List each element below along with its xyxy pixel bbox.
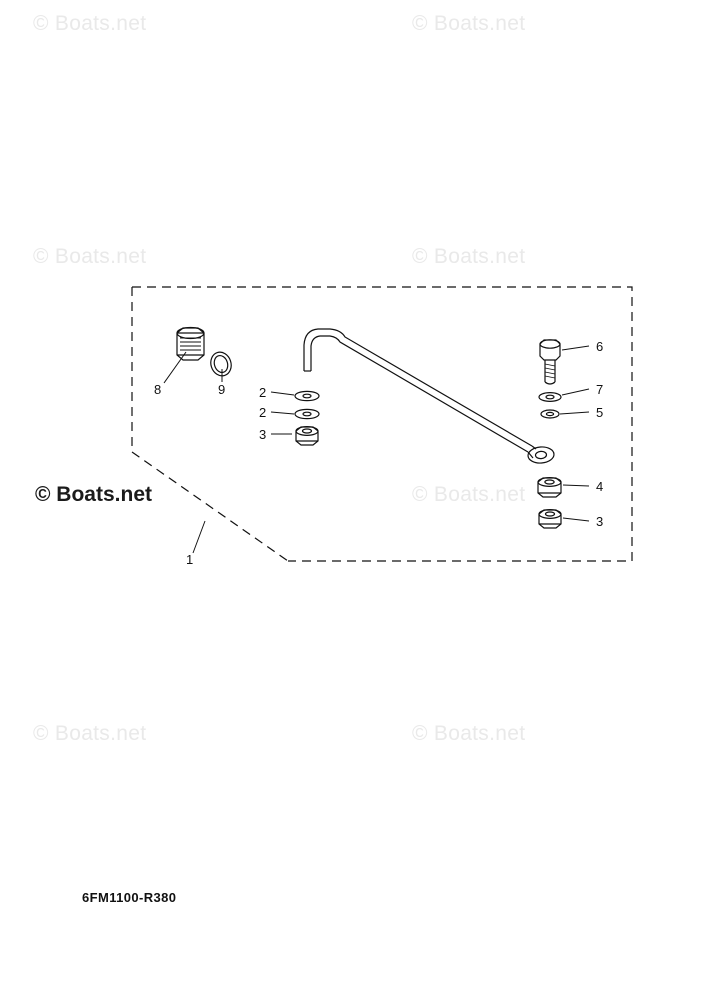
callout-2-lower: 2	[259, 405, 267, 420]
leader-7	[562, 389, 589, 395]
callout-3-right: 3	[596, 514, 604, 529]
callout-4: 4	[596, 479, 604, 494]
part-2-washer-lower	[295, 409, 319, 418]
part-6-bolt	[540, 340, 560, 384]
watermark: © Boats.net	[412, 722, 526, 745]
callout-2-upper: 2	[259, 385, 267, 400]
leader-2a	[271, 392, 294, 395]
watermark: © Boats.net	[33, 722, 147, 745]
leader-8	[164, 352, 186, 383]
watermark: © Boats.net	[33, 12, 147, 35]
leader-5	[560, 412, 589, 414]
drag-link-rod	[304, 329, 555, 464]
watermark: © Boats.net	[33, 245, 147, 268]
callout-6: 6	[596, 339, 604, 354]
assembly-boundary	[132, 287, 632, 561]
leader-6	[562, 346, 589, 350]
callout-leader-lines	[164, 346, 589, 553]
part-5-washer	[541, 410, 559, 418]
leader-3b	[563, 518, 589, 521]
part-code-label: 6FM1100-R380	[82, 890, 177, 905]
part-4-nut	[538, 478, 561, 497]
part-7-washer	[539, 393, 561, 402]
part-8-nut	[177, 328, 204, 361]
callout-3-left: 3	[259, 427, 267, 442]
part-9-oring	[208, 349, 234, 378]
watermark-primary: © Boats.net	[35, 483, 152, 506]
leader-2b	[271, 412, 294, 414]
watermark: © Boats.net	[412, 245, 526, 268]
watermark: © Boats.net	[412, 483, 526, 506]
callout-5: 5	[596, 405, 604, 420]
callout-9: 9	[218, 382, 226, 397]
callout-7: 7	[596, 382, 604, 397]
callout-8: 8	[154, 382, 162, 397]
part-3-locknut-right	[539, 510, 561, 528]
watermark: © Boats.net	[412, 12, 526, 35]
part-2-washer-upper	[295, 391, 319, 400]
part-3-locknut-left	[296, 427, 318, 445]
leader-4	[563, 485, 589, 486]
leader-1	[193, 521, 205, 553]
callout-1-assembly: 1	[186, 552, 194, 567]
